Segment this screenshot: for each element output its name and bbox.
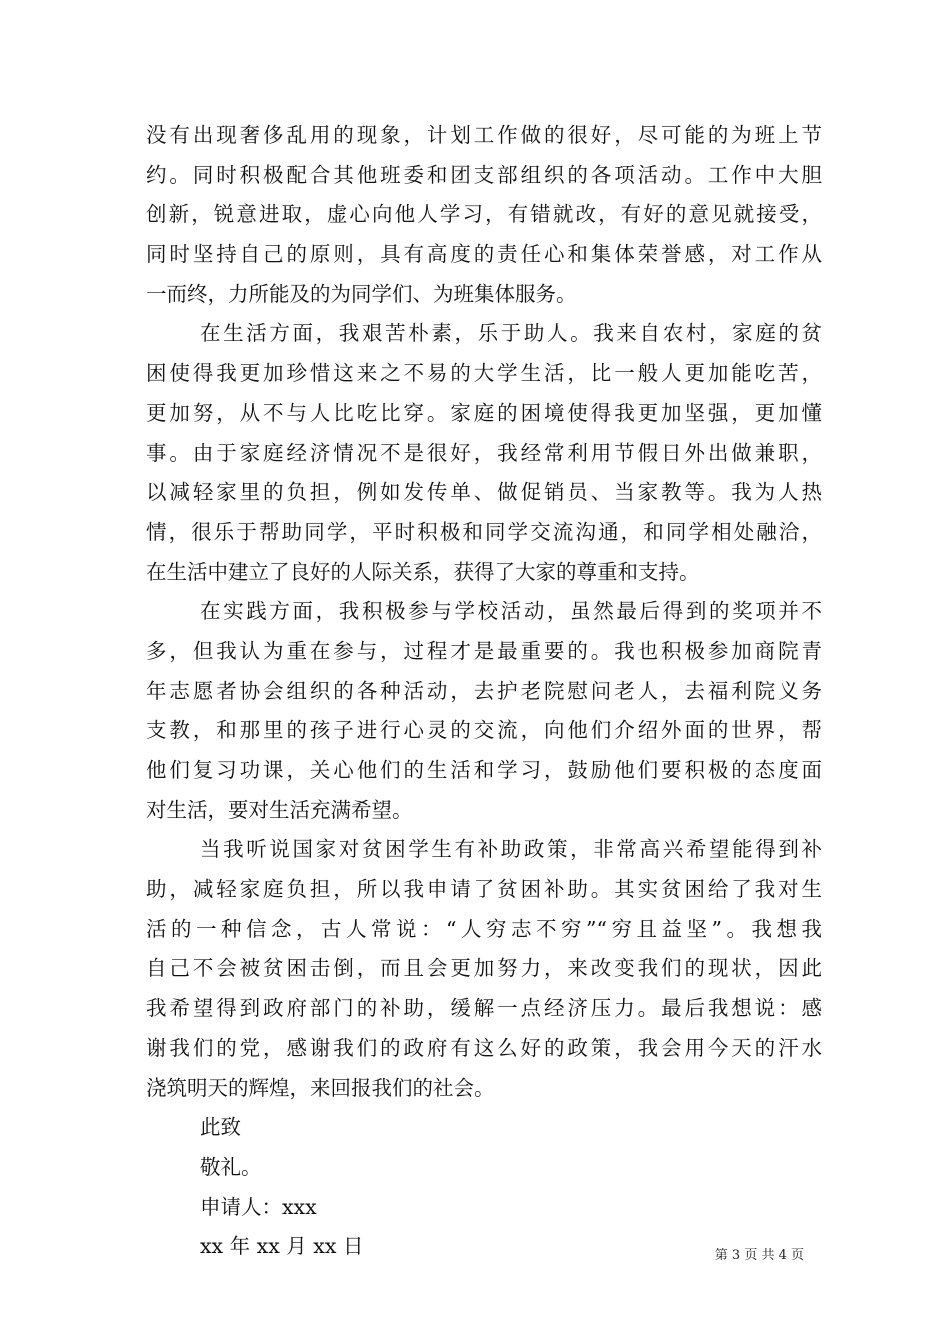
text-line: 对生活，要对生活充满希望。 — [146, 797, 413, 822]
letter-body — [146, 116, 822, 1267]
text-line: 我希望得到政府部门的补助，缓解一点经济压力。最后我想说：感 — [146, 996, 822, 1021]
letter-date: xx 年 xx 月 xx 日 — [200, 1234, 364, 1259]
text-line: 在实践方面，我积极参与学校活动，虽然最后得到的奖项并不 — [200, 599, 822, 624]
text-line: 谢我们的党，感谢我们的政府有这么好的政策，我会用今天的汗水 — [146, 1035, 822, 1060]
paragraph-4 — [146, 830, 822, 1108]
text-line: 情，很乐于帮助同学，平时积极和同学交流沟通，和同学相处融洽， — [146, 519, 822, 544]
text-line: 困使得我更加珍惜这来之不易的大学生活，比一般人更加能吃苦， — [146, 361, 822, 386]
text-line: 浇筑明天的辉煌，来回报我们的社会。 — [146, 1075, 495, 1100]
text-line: 以减轻家里的负担，例如发传单、做促销员、当家教等。我为人热 — [146, 480, 822, 505]
text-line: 支教，和那里的孩子进行心灵的交流，向他们介绍外面的世界，帮 — [146, 718, 822, 743]
applicant-signature: 申请人：xxx — [200, 1194, 317, 1219]
text-line: 更加努，从不与人比吃比穿。家庭的困境使得我更加坚强，更加懂 — [146, 400, 822, 425]
text-line: 多，但我认为重在参与，过程才是最重要的。我也积极参加商院青 — [146, 638, 822, 663]
page-number-footer: 第 3 页 共 4 页 — [714, 1248, 804, 1263]
text-line: 年志愿者协会组织的各种活动，去护老院慰问老人，去福利院义务 — [146, 678, 822, 703]
text-line: 活的一种信念，古人常说：“人穷志不穷”“穷且益坚”。我想我 — [146, 916, 822, 941]
closing-salutation: 此致 — [200, 1115, 241, 1140]
text-line: 没有出现奢侈乱用的现象，计划工作做的很好，尽可能的为班上节 — [146, 123, 822, 147]
text-line: 事。由于家庭经济情况不是很好，我经常利用节假日外出做兼职， — [146, 440, 822, 465]
paragraph-2 — [146, 314, 822, 592]
paragraph-3 — [146, 592, 822, 830]
text-line: 在生活中建立了良好的人际关系，获得了大家的尊重和支持。 — [146, 559, 700, 584]
closing-regards: 敬礼。 — [200, 1154, 262, 1179]
text-line: 在生活方面，我艰苦朴素，乐于助人。我来自农村，家庭的贫 — [200, 321, 822, 346]
text-line: 自己不会被贫困击倒，而且会更加努力，来改变我们的现状，因此 — [146, 956, 822, 981]
text-line: 他们复习功课，关心他们的生活和学习，鼓励他们要积极的态度面 — [146, 758, 822, 782]
text-line: 一而终，力所能及的为同学们、为班集体服务。 — [146, 281, 577, 306]
text-line: 同时坚持自己的原则，具有高度的责任心和集体荣誉感，对工作从 — [146, 242, 822, 267]
text-line: 创新，锐意进取，虚心向他人学习，有错就改，有好的意见就接受， — [146, 202, 822, 227]
text-line: 当我听说国家对贫困学生有补助政策，非常高兴希望能得到补 — [200, 837, 822, 862]
text-line: 约。同时积极配合其他班委和团支部组织的各项活动。工作中大胆 — [146, 162, 822, 187]
paragraph-1 — [146, 116, 822, 314]
text-line: 助，减轻家庭负担，所以我申请了贫困补助。其实贫困给了我对生 — [146, 877, 822, 902]
